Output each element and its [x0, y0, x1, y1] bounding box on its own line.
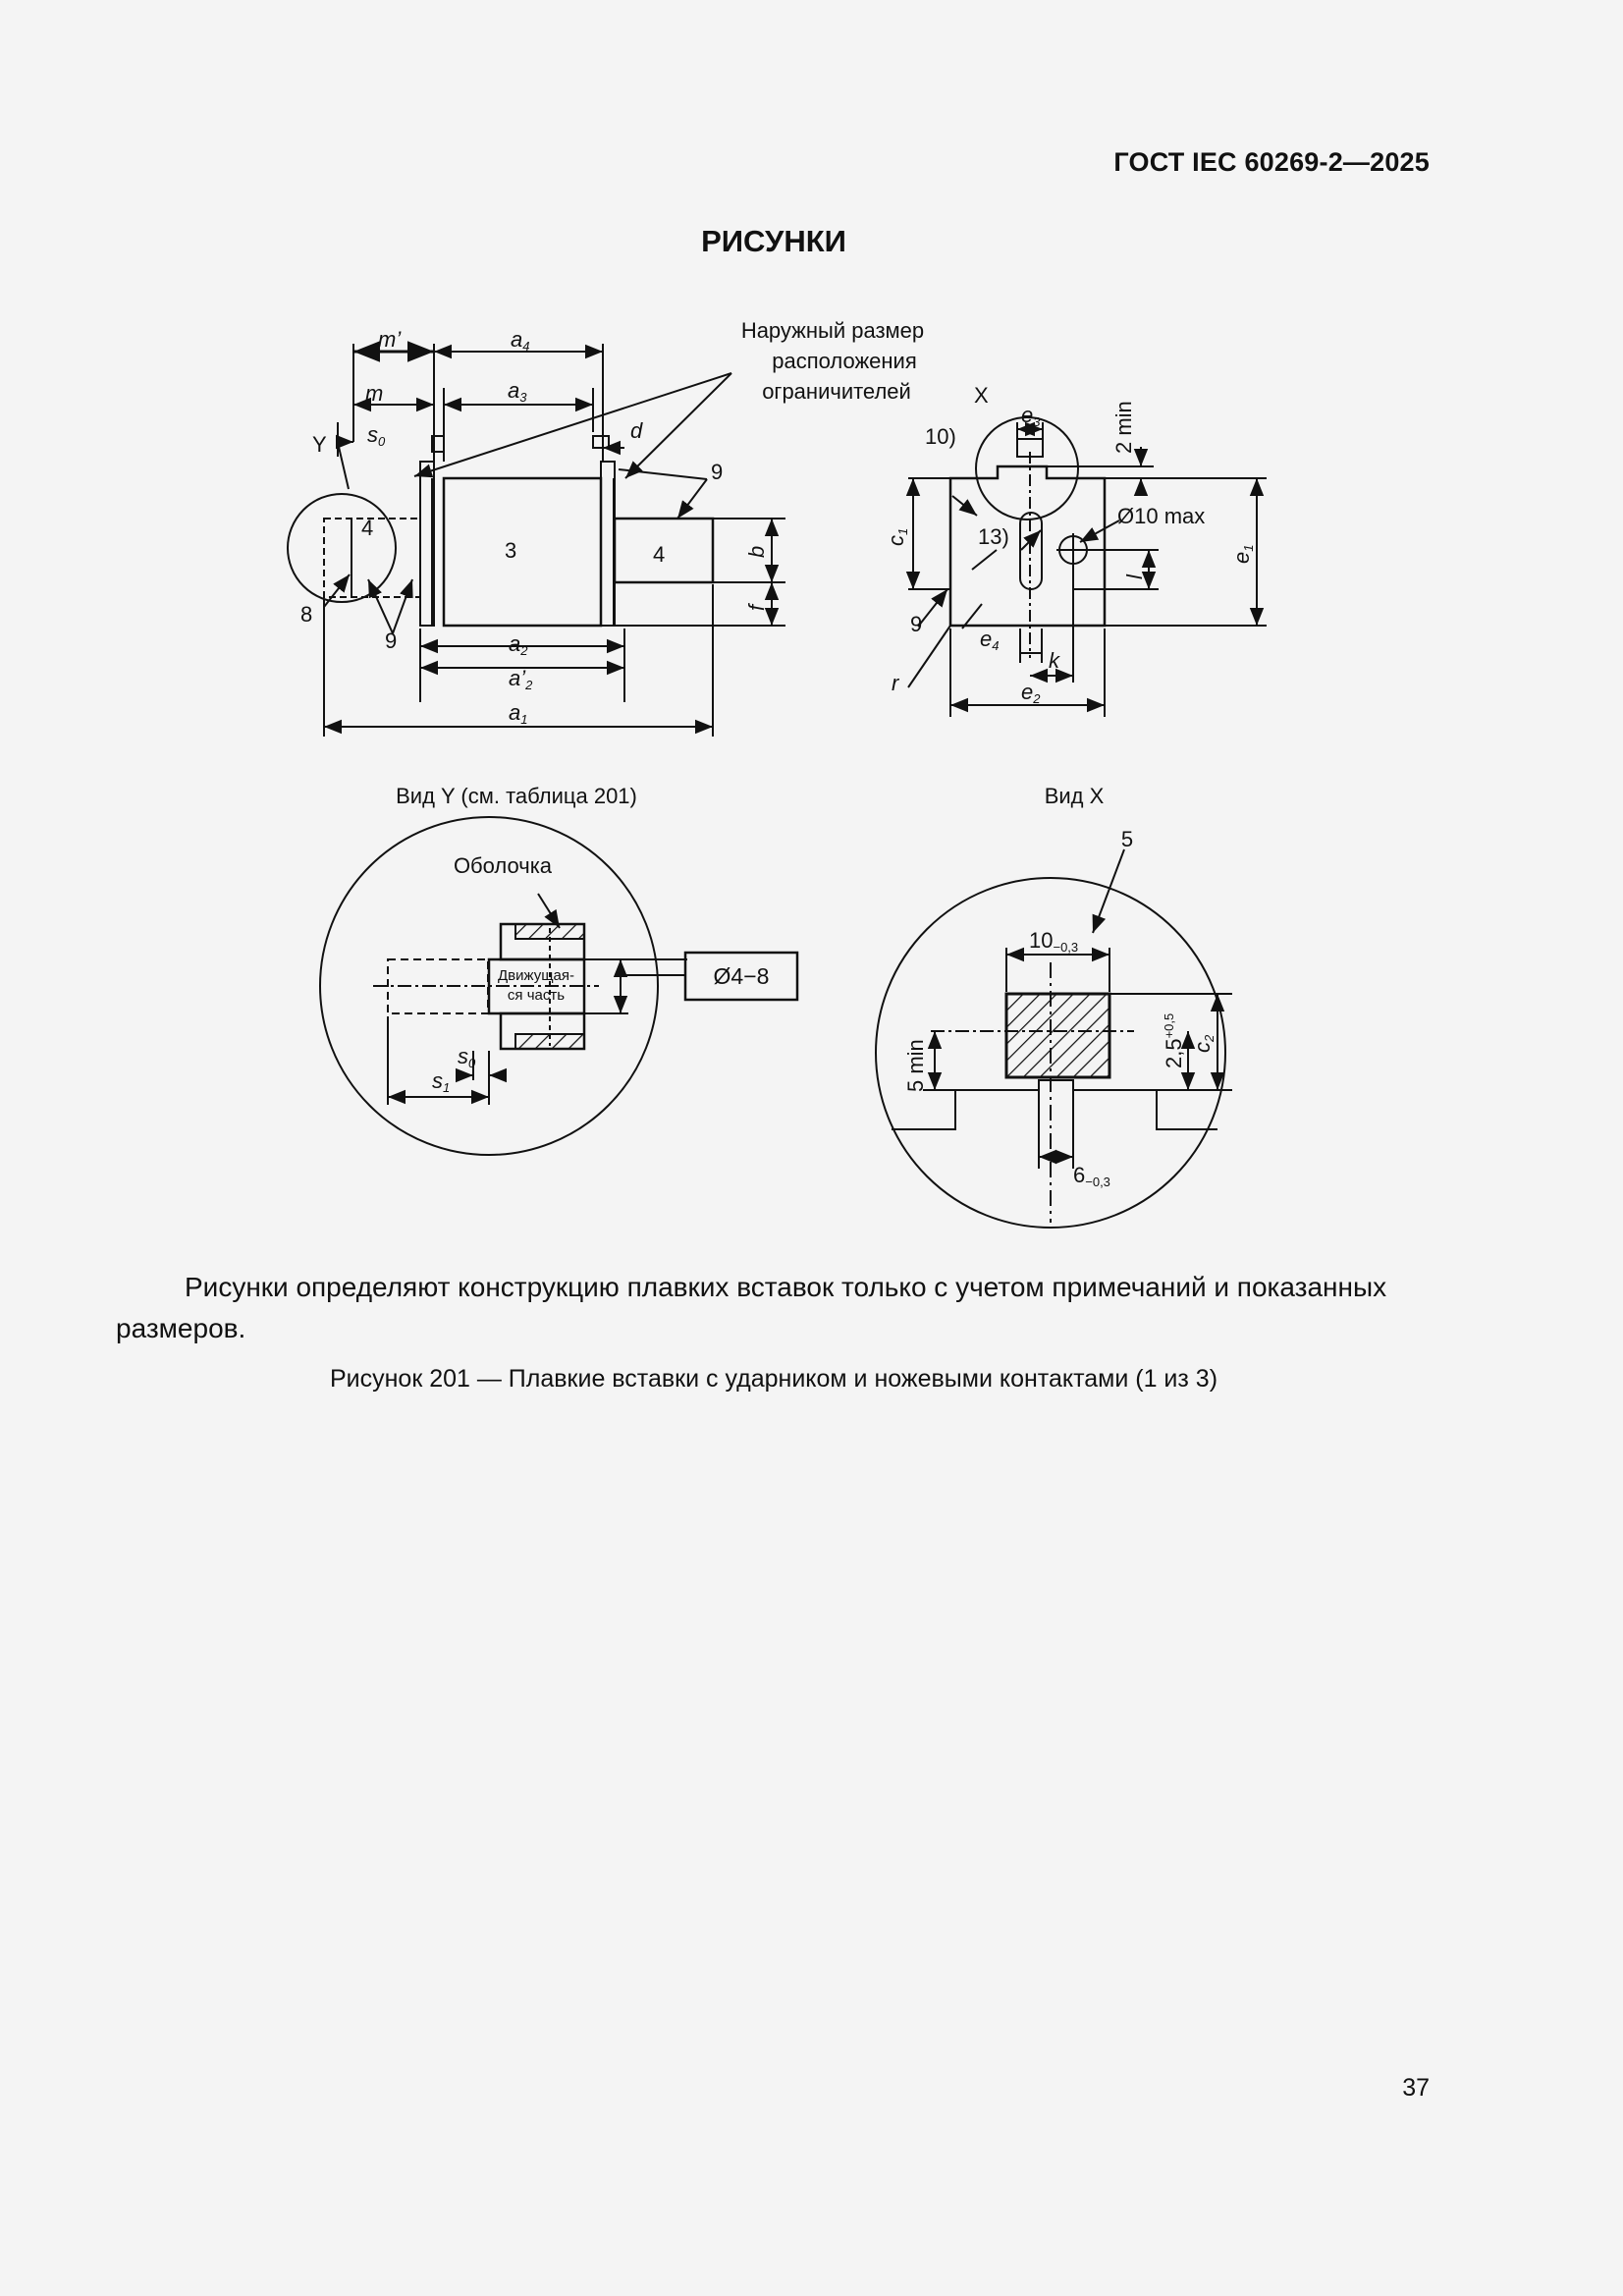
- svg-text:расположения: расположения: [772, 349, 917, 373]
- svg-text:c2: c2: [1190, 1034, 1217, 1053]
- svg-text:9: 9: [910, 612, 923, 636]
- svg-text:Оболочка: Оболочка: [453, 853, 553, 878]
- svg-text:Движущая-: Движущая-: [497, 967, 575, 984]
- figure-caption: Рисунок 201 — Плавкие вставки с ударником и ножевыми контактами (1 из 3): [329, 1365, 1218, 1393]
- svg-text:e1: e1: [1229, 544, 1256, 564]
- svg-text:Вид Y (см. таблица 201): Вид Y (см. таблица 201): [396, 784, 637, 808]
- right-main-view: [908, 417, 1267, 717]
- svg-text:f: f: [744, 604, 769, 611]
- svg-text:a2: a2: [509, 631, 528, 658]
- svg-text:6−0,3: 6−0,3: [1073, 1163, 1110, 1189]
- svg-text:Наружный размер: Наружный размер: [740, 318, 925, 343]
- svg-text:c1: c1: [884, 527, 910, 546]
- svg-text:5 min: 5 min: [903, 1039, 928, 1092]
- svg-text:X: X: [974, 383, 989, 408]
- svg-text:a3: a3: [508, 378, 527, 405]
- svg-text:a4: a4: [511, 327, 530, 354]
- svg-text:ся часть: ся часть: [507, 987, 566, 1004]
- svg-text:s1: s1: [432, 1068, 451, 1095]
- svg-text:e3: e3: [1021, 403, 1041, 429]
- svg-text:l: l: [1122, 574, 1147, 579]
- svg-text:e2: e2: [1021, 680, 1041, 706]
- section-title: РИСУНКИ: [701, 224, 846, 258]
- svg-text:3: 3: [505, 538, 517, 563]
- svg-text:s0: s0: [367, 422, 386, 449]
- svg-text:4: 4: [653, 542, 666, 567]
- svg-text:r: r: [892, 671, 899, 695]
- svg-text:d: d: [630, 418, 643, 443]
- svg-text:ограничителей: ограничителей: [762, 379, 911, 404]
- document-header: ГОСТ IEC 60269-2—2025: [1113, 147, 1430, 177]
- svg-text:8: 8: [300, 602, 313, 627]
- svg-text:a’2: a’2: [509, 666, 533, 692]
- svg-text:4: 4: [361, 516, 374, 540]
- svg-text:Вид X: Вид X: [1044, 784, 1105, 808]
- svg-text:Ø10 max: Ø10 max: [1117, 504, 1206, 528]
- svg-text:5: 5: [1120, 827, 1134, 851]
- svg-text:10): 10): [925, 424, 956, 449]
- page-number: 37: [1402, 2074, 1430, 2102]
- svg-text:b: b: [744, 545, 769, 558]
- figure-note: Рисунки определяют конструкцию плавких вставок только с учетом примечаний и показанных размеров.: [116, 1272, 1387, 1343]
- svg-text:m’: m’: [378, 327, 402, 352]
- svg-text:a1: a1: [509, 700, 528, 727]
- svg-text:2,5+0,5: $2,5^{+0,5}$: [1162, 1012, 1186, 1068]
- svg-text:m: m: [365, 381, 384, 406]
- svg-text:9: 9: [711, 460, 724, 484]
- svg-text:s0: s0: [458, 1044, 476, 1070]
- left-main-view: [288, 344, 785, 737]
- svg-text:9: 9: [385, 629, 398, 653]
- svg-text:k: k: [1049, 648, 1059, 673]
- figure-201-drawing: [275, 304, 1267, 1247]
- svg-text:Ø4−8: Ø4−8: [713, 963, 770, 989]
- svg-text:Y: Y: [312, 432, 327, 457]
- svg-text:13): 13): [978, 524, 1009, 549]
- svg-text:2 min: 2 min: [1111, 401, 1136, 454]
- svg-text:e4: e4: [980, 627, 1000, 653]
- svg-text:10−0,3: 10−0,3: [1029, 928, 1079, 955]
